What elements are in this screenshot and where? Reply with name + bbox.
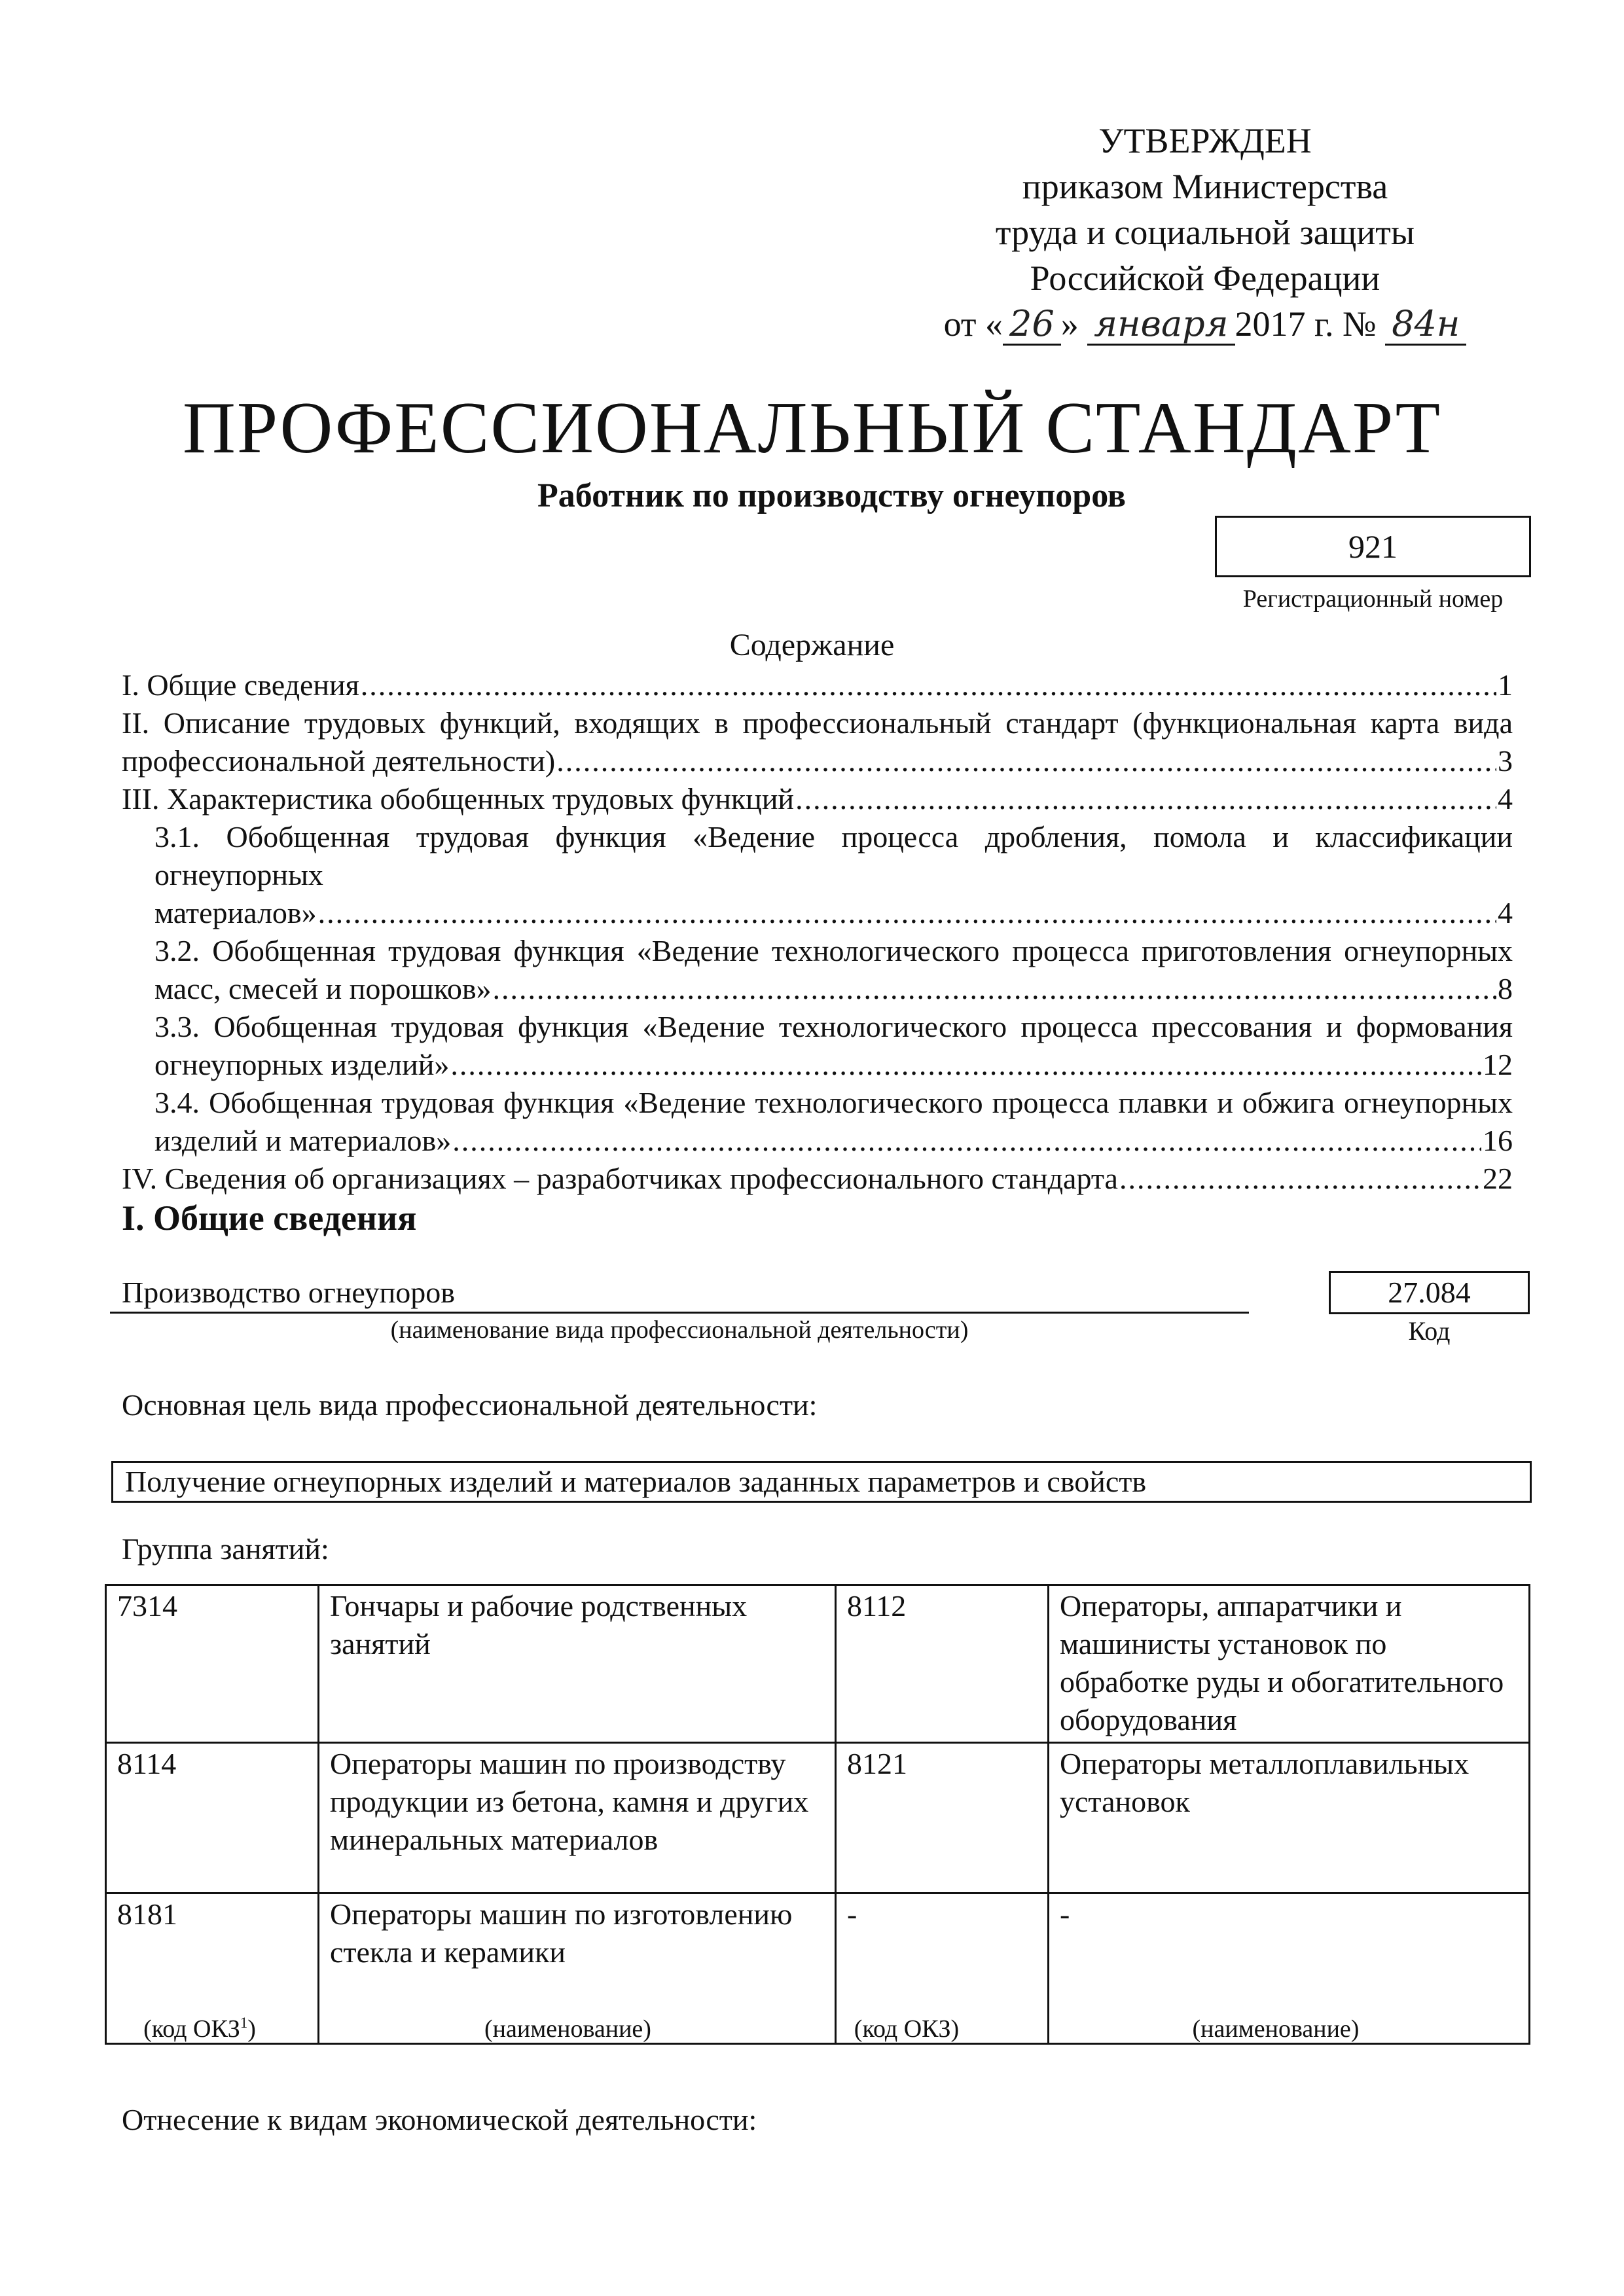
okz-code-cell: -: [836, 1893, 1049, 2044]
toc-entry-text: III. Характеристика обобщенных трудовых функций: [122, 782, 795, 816]
approval-title: УТВЕРЖДЕН: [1098, 121, 1312, 160]
toc-entry[interactable]: [122, 1008, 1513, 1084]
toc-entry-text-end: масс, смесей и порошков»: [154, 972, 492, 1005]
goal-label: Основная цель вида профессиональной деятельности:: [122, 1388, 818, 1422]
toc-entry-text: IV. Сведения об организациях – разработчиках профессионального стандарта: [122, 1162, 1118, 1195]
toc-entry-text: 3.3. Обобщенная трудовая функция «Ведение технологического процесса прессования и формования: [154, 1010, 1513, 1043]
toc-entry-text: 3.1. Обобщенная трудовая функция «Ведение процесса дробления, помола и классификации огнеупорных: [154, 820, 1513, 891]
toc-entry-text-end: изделий и материалов»: [154, 1124, 452, 1157]
toc-entry[interactable]: [122, 666, 1513, 704]
toc-entry[interactable]: [122, 704, 1513, 780]
okz-code-cell: 8112: [836, 1585, 1049, 1743]
toc-entry[interactable]: [122, 932, 1513, 1008]
toc-entry-page: 8: [1498, 972, 1513, 1005]
approval-line: труда и социальной защиты: [995, 213, 1415, 252]
handwritten-number: 84н: [1385, 304, 1466, 346]
activity-code-caption: Код: [1408, 1316, 1451, 1346]
toc-entry-page: 4: [1498, 782, 1513, 816]
occupation-name-cell: Операторы металлоплавильных установок: [1049, 1743, 1530, 1893]
toc-entry[interactable]: [122, 780, 1513, 818]
section-heading: I. Общие сведения: [122, 1198, 417, 1238]
document-title: ПРОФЕССИОНАЛЬНЫЙ СТАНДАРТ: [183, 387, 1441, 469]
toc-entry-text-end: профессиональной деятельности): [122, 744, 556, 778]
toc-entry-text-end: огнеупорных изделий»: [154, 1048, 450, 1081]
goal-box: Получение огнеупорных изделий и материалов заданных параметров и свойств: [111, 1461, 1532, 1503]
handwritten-month: января: [1087, 304, 1235, 346]
approval-date-line: [911, 301, 1500, 347]
registration-number-caption: Регистрационный номер: [1242, 585, 1504, 613]
table-row: [106, 1585, 1530, 1743]
okz-code-cell: 7314: [106, 1585, 319, 1743]
handwritten-day: 26: [1003, 304, 1061, 346]
toc-entry-page: 3: [1498, 744, 1513, 778]
occupation-name-cell: Операторы машин по изготовлению стекла и керамики: [319, 1893, 836, 2044]
toc-entry-text: 3.4. Обобщенная трудовая функция «Ведение технологического процесса плавки и обжига огнеупорных: [154, 1086, 1513, 1119]
caption-name: (наименование): [484, 2015, 651, 2043]
occupation-group-label: Группа занятий:: [122, 1532, 329, 1566]
approval-line: приказом Министерства: [1022, 167, 1388, 206]
okz-code-cell: 8181: [106, 1893, 319, 2044]
occupation-name-cell: Операторы машин по производству продукции из бетона, камня и других минеральных материалов: [319, 1743, 836, 1893]
toc-heading: Содержание: [729, 628, 895, 662]
toc-entry-text-end: материалов»: [154, 896, 317, 929]
toc-entry-page: 12: [1483, 1048, 1513, 1081]
table-of-contents: [122, 666, 1513, 1198]
toc-entry-text: II. Описание трудовых функций, входящих в профессиональный стандарт (функциональная карта вида: [122, 706, 1513, 740]
occupation-name-cell: Операторы, аппаратчики и машинисты установок по обработке руды и обогатительного оборудования: [1049, 1585, 1530, 1743]
caption-okz-code: (код ОКЗ$^1$): [143, 2015, 256, 2043]
okz-code-cell: 8121: [836, 1743, 1049, 1893]
caption-name: (наименование): [1192, 2015, 1360, 2043]
toc-entry-text: 3.2. Обобщенная трудовая функция «Ведение технологического процесса приготовления огнеупорных: [154, 934, 1513, 967]
date-year: 2017 г. №: [1235, 304, 1377, 344]
toc-entry-page: 1: [1498, 668, 1513, 702]
toc-entry-text: I. Общие сведения: [122, 668, 359, 702]
toc-entry[interactable]: [122, 1084, 1513, 1160]
toc-entry[interactable]: [122, 818, 1513, 932]
activity-code-box: 27.084: [1329, 1271, 1530, 1314]
okz-code-cell: 8114: [106, 1743, 319, 1893]
document-subtitle: Работник по производству огнеупоров: [537, 477, 1126, 514]
caption-okz-code: (код ОКЗ): [854, 2015, 960, 2043]
table-row: [106, 1743, 1530, 1893]
date-mid: »: [1060, 304, 1079, 344]
toc-entry-page: 22: [1483, 1162, 1513, 1195]
activity-caption: (наименование вида профессиональной деятельности): [390, 1316, 969, 1344]
toc-entry-page: 16: [1483, 1124, 1513, 1157]
occupation-name-cell: Гончары и рабочие родственных занятий: [319, 1585, 836, 1743]
toc-entry-page: 4: [1498, 896, 1513, 929]
registration-number-box: 921: [1215, 516, 1531, 577]
approval-line: Российской Федерации: [1030, 259, 1380, 298]
occupation-name-cell: -: [1049, 1893, 1530, 2044]
occupation-table: [105, 1584, 1530, 2045]
toc-entry[interactable]: [122, 1160, 1513, 1198]
footnote-mark: 1: [240, 2015, 248, 2032]
okved-label: Отнесение к видам экономической деятельности:: [122, 2103, 757, 2136]
activity-name: Производство огнеупоров: [110, 1274, 1249, 1314]
approval-block: [911, 118, 1500, 347]
date-prefix: от «: [943, 304, 1003, 344]
